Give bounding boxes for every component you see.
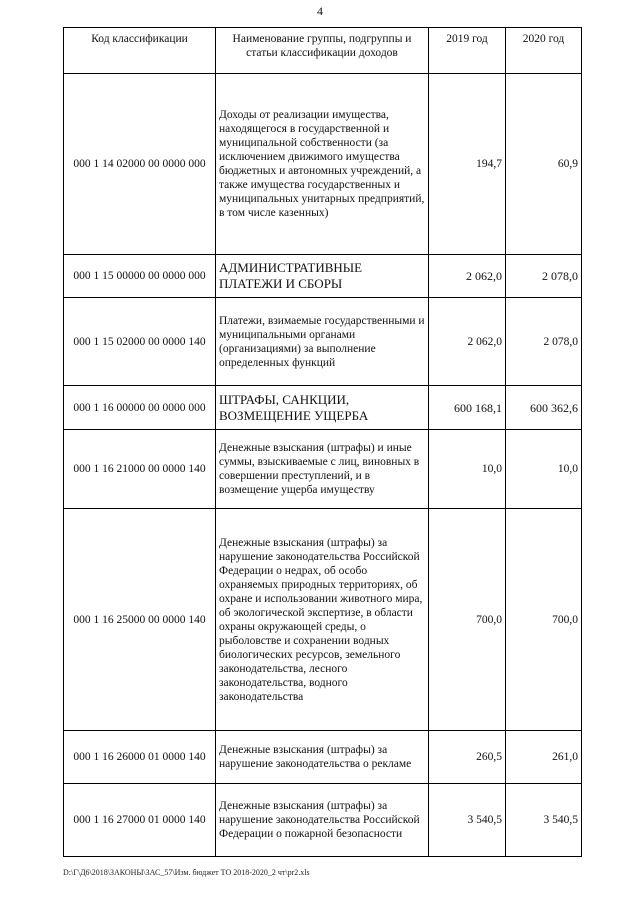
table-row [64,298,582,386]
header-2019: 2019 год [429,28,506,74]
row-2020: 2 078,0 [506,298,582,386]
row-2020: 3 540,5 [506,784,582,857]
row-2019: 2 062,0 [429,255,506,298]
row-2019: 260,5 [429,731,506,784]
row-2019: 194,7 [429,74,506,255]
row-2020: 10,0 [506,430,582,509]
file-path-footer: D:\Г\Д6\2018\ЗАКОНЫ\ЗАС_57\Изм. бюджет ТО 2018-2020_2 чт\pr2.xls [63,868,310,877]
row-code: 000 1 16 00000 00 0000 000 [64,386,216,430]
row-2020: 600 362,6 [506,386,582,430]
header-2020: 2020 год [506,28,582,74]
table-row [64,74,582,255]
row-name: ШТРАФЫ, САНКЦИИ, ВОЗМЕЩЕНИЕ УЩЕРБА [216,386,429,430]
table-row [64,784,582,857]
table-row [64,509,582,731]
row-2019: 600 168,1 [429,386,506,430]
row-2020: 700,0 [506,509,582,731]
row-2020: 261,0 [506,731,582,784]
table-row [64,731,582,784]
row-code: 000 1 16 21000 00 0000 140 [64,430,216,509]
row-code: 000 1 15 02000 00 0000 140 [64,298,216,386]
header-name: Наименование группы, подгруппы и статьи классификации доходов [216,28,429,74]
row-2020: 60,9 [506,74,582,255]
row-code: 000 1 14 02000 00 0000 000 [64,74,216,255]
page-number: 4 [317,4,323,18]
row-name: Платежи, взимаемые государственными и муниципальными органами (организациями) за выполнение определенных функций [216,298,429,386]
row-2019: 700,0 [429,509,506,731]
row-name: Денежные взыскания (штрафы) и иные суммы, взыскиваемые с лиц, виновных в совершении преступлений, и в возмещение ущерба имуществу [216,430,429,509]
table-header-row [64,28,582,74]
table-row [64,386,582,430]
row-2019: 2 062,0 [429,298,506,386]
revenue-table [63,27,582,857]
row-2019: 10,0 [429,430,506,509]
row-name: Доходы от реализации имущества, находящегося в государственной и муниципальной собственности (за исключением движимого имущества бюджетных и автономных учреждений, а также имущества государственных и муниципальных унитарных предприятий, в том числе казенных) [216,74,429,255]
row-code: 000 1 15 00000 00 0000 000 [64,255,216,298]
row-name: Денежные взыскания (штрафы) за нарушение законодательства Российской Федерации о пожарной безопасности [216,784,429,857]
row-name: Денежные взыскания (штрафы) за нарушение законодательства о рекламе [216,731,429,784]
row-name: АДМИНИСТРАТИВНЫЕ ПЛАТЕЖИ И СБОРЫ [216,255,429,298]
table-row [64,255,582,298]
table-row [64,430,582,509]
row-code: 000 1 16 25000 00 0000 140 [64,509,216,731]
row-code: 000 1 16 27000 01 0000 140 [64,784,216,857]
row-2020: 2 078,0 [506,255,582,298]
row-name: Денежные взыскания (штрафы) за нарушение законодательства Российской Федерации о недрах, об особо охраняемых природных территориях, об охране и использовании животного мира, об экологической экспертизе, в области охраны окружающей среды, о рыболовстве и сохранении водных биологических ресурсов, земельного законодательства, лесного законодательства, водного законодательства [216,509,429,731]
row-code: 000 1 16 26000 01 0000 140 [64,731,216,784]
row-2019: 3 540,5 [429,784,506,857]
header-code: Код классификации [64,28,216,74]
